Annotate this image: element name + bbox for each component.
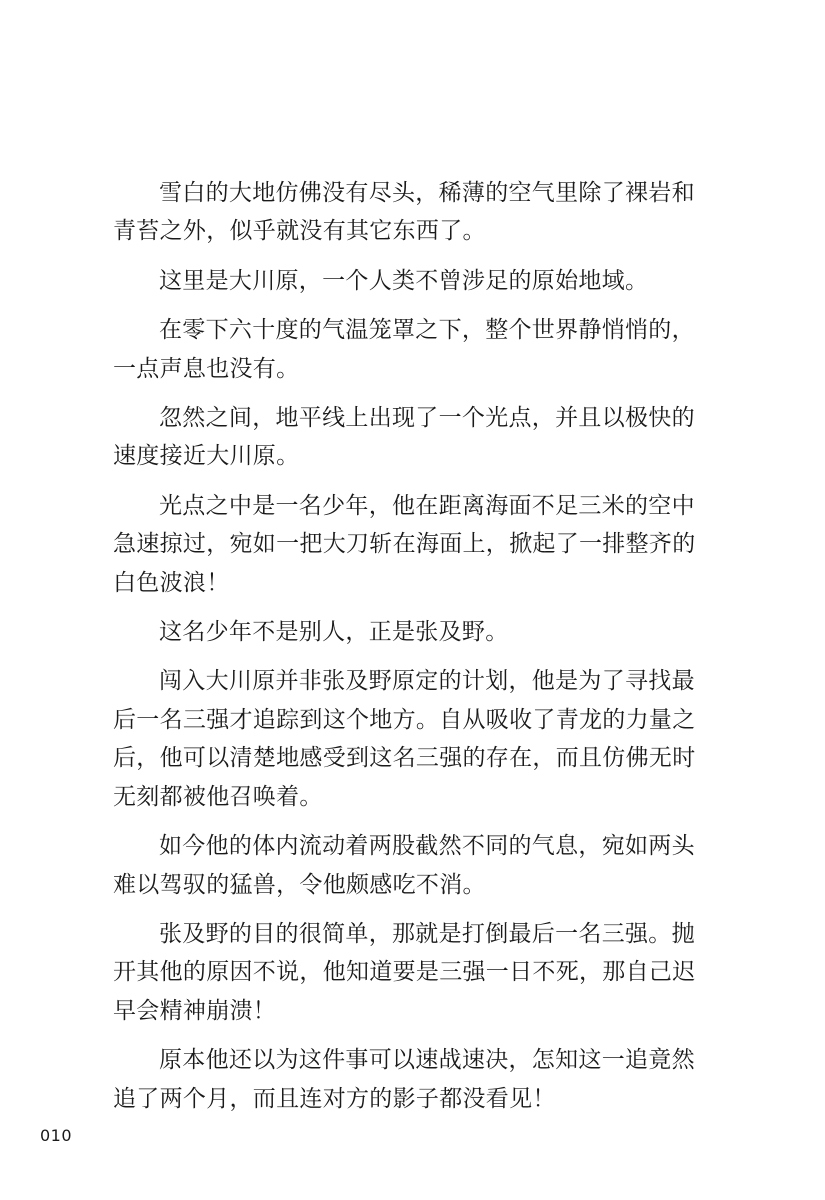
text-line: 急速掠过，宛如一把大刀斩在海面上，掀起了一排整齐的 xyxy=(113,531,696,558)
paragraph xyxy=(113,915,696,1030)
text-line: 忽然之间，地平线上出现了一个光点，并且以极快的 xyxy=(159,405,695,432)
paragraph xyxy=(113,1041,693,1118)
paragraph xyxy=(113,174,693,251)
text-line: 在零下六十度的气温笼罩之下，整个世界静悄悄的， xyxy=(159,317,695,344)
text-line: 青苔之外，似乎就没有其它东西了。 xyxy=(113,218,486,245)
paragraph xyxy=(113,487,696,602)
text-line: 光点之中是一名少年，他在距离海面不足三米的空中 xyxy=(159,492,695,519)
text-line: 后一名三强才追踪到这个地方。自从吸收了青龙的力量之 xyxy=(113,706,696,733)
paragraph xyxy=(113,262,693,300)
text-line: 原本他还以为这件事可以速战速决，怎知这一追竟然 xyxy=(159,1047,695,1074)
text-line: 无刻都被他召唤着。 xyxy=(113,783,323,810)
text-line: 雪白的大地仿佛没有尽头，稀薄的空气里除了裸岩和 xyxy=(159,180,695,206)
page-number: 010 xyxy=(40,1126,73,1145)
body-text xyxy=(113,174,696,1129)
paragraph xyxy=(113,827,693,904)
paragraph xyxy=(113,662,696,816)
text-line: 后，他可以清楚地感受到这名三强的存在，而且仿佛无时 xyxy=(113,745,696,772)
text-line: 这里是大川原，一个人类不曾涉足的原始地域。 xyxy=(159,267,649,294)
text-line: 早会精神崩溃！ xyxy=(113,997,277,1024)
text-line: 速度接近大川原。 xyxy=(113,443,300,470)
text-line: 一点声息也没有。 xyxy=(113,355,300,382)
text-line: 开其他的原因不说，他知道要是三强一日不死，那自己迟 xyxy=(113,959,696,986)
paragraph xyxy=(113,613,693,651)
text-line: 闯入大川原并非张及野原定的计划，他是为了寻找最 xyxy=(159,668,695,695)
text-line: 难以驾驭的猛兽，令他颇感吃不消。 xyxy=(113,871,486,898)
text-line: 白色波浪！ xyxy=(113,569,230,596)
text-line: 如今他的体内流动着两股截然不同的气息，宛如两头 xyxy=(159,833,695,860)
text-line: 追了两个月，而且连对方的影子都没看见！ xyxy=(113,1085,556,1112)
paragraph xyxy=(113,311,693,388)
paragraph xyxy=(113,399,693,476)
text-line: 张及野的目的很简单，那就是打倒最后一名三强。抛 xyxy=(159,920,695,947)
text-line: 这名少年不是别人，正是张及野。 xyxy=(159,619,509,646)
